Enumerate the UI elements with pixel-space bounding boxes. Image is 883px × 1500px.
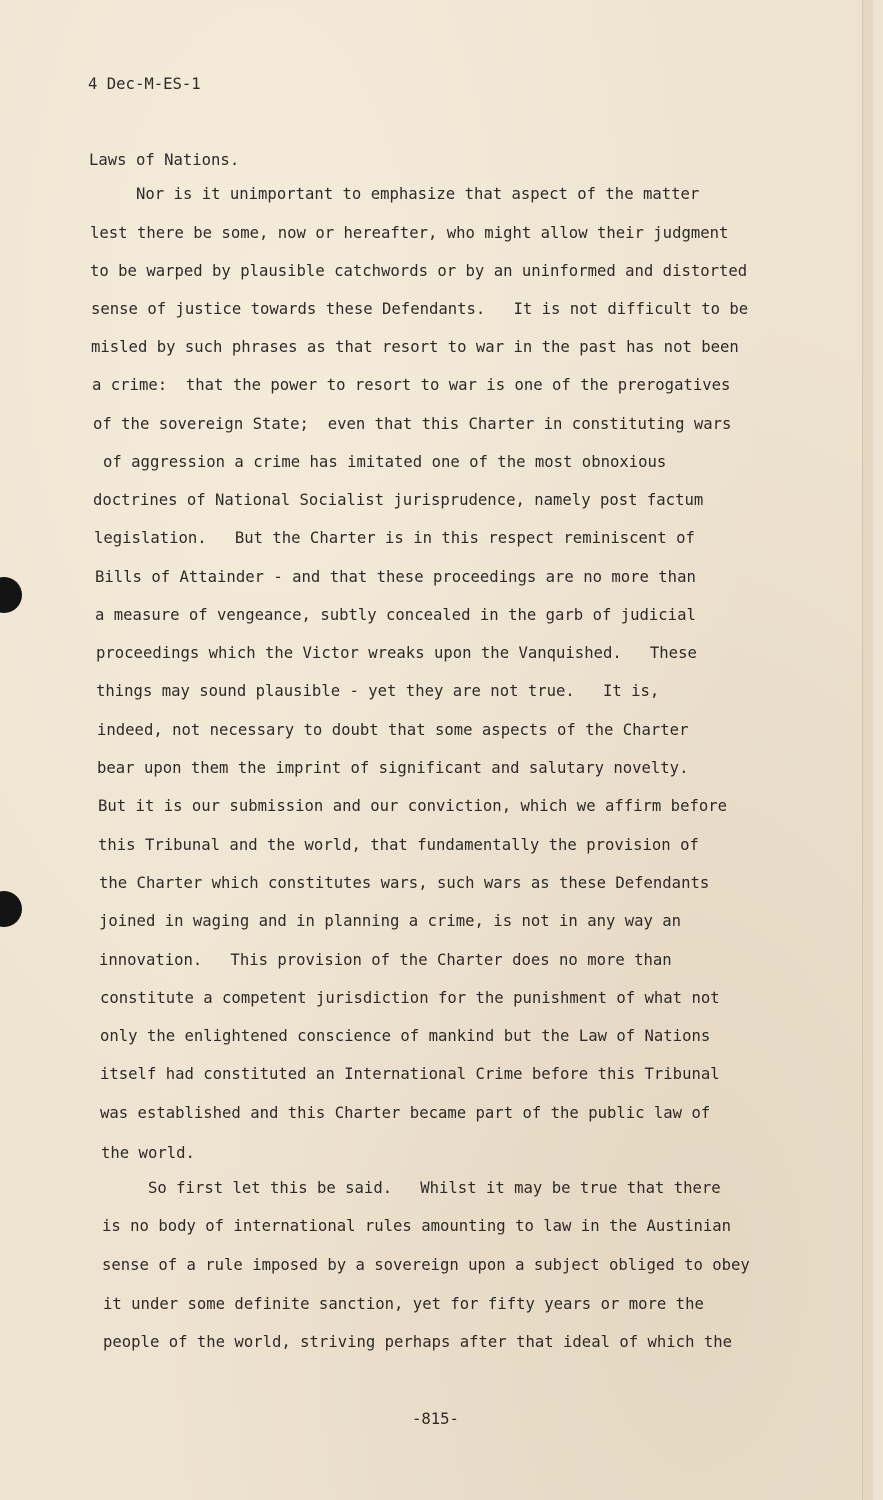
punch-hole-upper [0, 577, 22, 613]
text-line: to be warped by plausible catchwords or by an uninformed and distorted [90, 262, 748, 280]
text-line: of aggression a crime has imitated one of the most obnoxious [103, 453, 667, 471]
text-line: indeed, not necessary to doubt that some aspects of the Charter [97, 721, 689, 739]
text-line: itself had constituted an International Crime before this Tribunal [100, 1065, 720, 1083]
text-line: So first let this be said. Whilst it may be true that there [148, 1179, 721, 1197]
text-line: it under some definite sanction, yet for fifty years or more the [103, 1295, 704, 1313]
text-line: proceedings which the Victor wreaks upon the Vanquished. These [96, 644, 697, 662]
text-line: the Charter which constitutes wars, such wars as these Defendants [99, 874, 710, 892]
text-line: people of the world, striving perhaps after that ideal of which the [103, 1333, 733, 1351]
text-line: doctrines of National Socialist jurisprudence, namely post factum [93, 491, 704, 509]
section-heading: Laws of Nations. [89, 151, 240, 169]
text-line: sense of justice towards these Defendants. It is not difficult to be [91, 300, 749, 318]
text-line: a crime: that the power to resort to war is one of the prerogatives [92, 376, 731, 394]
text-line: bear upon them the imprint of significant and salutary novelty. [97, 759, 689, 777]
document-reference: 4 Dec-M-ES-1 [88, 75, 201, 93]
text-line: lest there be some, now or hereafter, who might allow their judgment [90, 224, 729, 242]
text-line: things may sound plausible - yet they are not true. It is, [96, 682, 660, 700]
text-line: only the enlightened conscience of mankind but the Law of Nations [100, 1027, 711, 1045]
text-line: joined in waging and in planning a crime, is not in any way an [99, 912, 682, 930]
text-line: of the sovereign State; even that this Charter in constituting wars [93, 415, 732, 433]
text-line: innovation. This provision of the Charter does no more than [99, 951, 672, 969]
text-line: legislation. But the Charter is in this respect reminiscent of [94, 529, 695, 547]
text-line: But it is our submission and our conviction, which we affirm before [98, 797, 728, 815]
text-line: this Tribunal and the world, that fundamentally the provision of [98, 836, 699, 854]
text-line: was established and this Charter became part of the public law of [100, 1104, 711, 1122]
page-number: -815- [412, 1410, 459, 1428]
text-line: sense of a rule imposed by a sovereign upon a subject obliged to obey [102, 1256, 750, 1274]
paper-edge [862, 0, 873, 1500]
text-line: is no body of international rules amounting to law in the Austinian [102, 1217, 732, 1235]
text-line: a measure of vengeance, subtly concealed in the garb of judicial [95, 606, 696, 624]
text-line: Bills of Attainder - and that these proceedings are no more than [95, 568, 696, 586]
text-line: misled by such phrases as that resort to war in the past has not been [91, 338, 739, 356]
punch-hole-lower [0, 891, 22, 927]
text-line: constitute a competent jurisdiction for the punishment of what not [100, 989, 720, 1007]
text-line: the world. [101, 1144, 195, 1162]
text-line: Nor is it unimportant to emphasize that aspect of the matter [136, 185, 700, 203]
